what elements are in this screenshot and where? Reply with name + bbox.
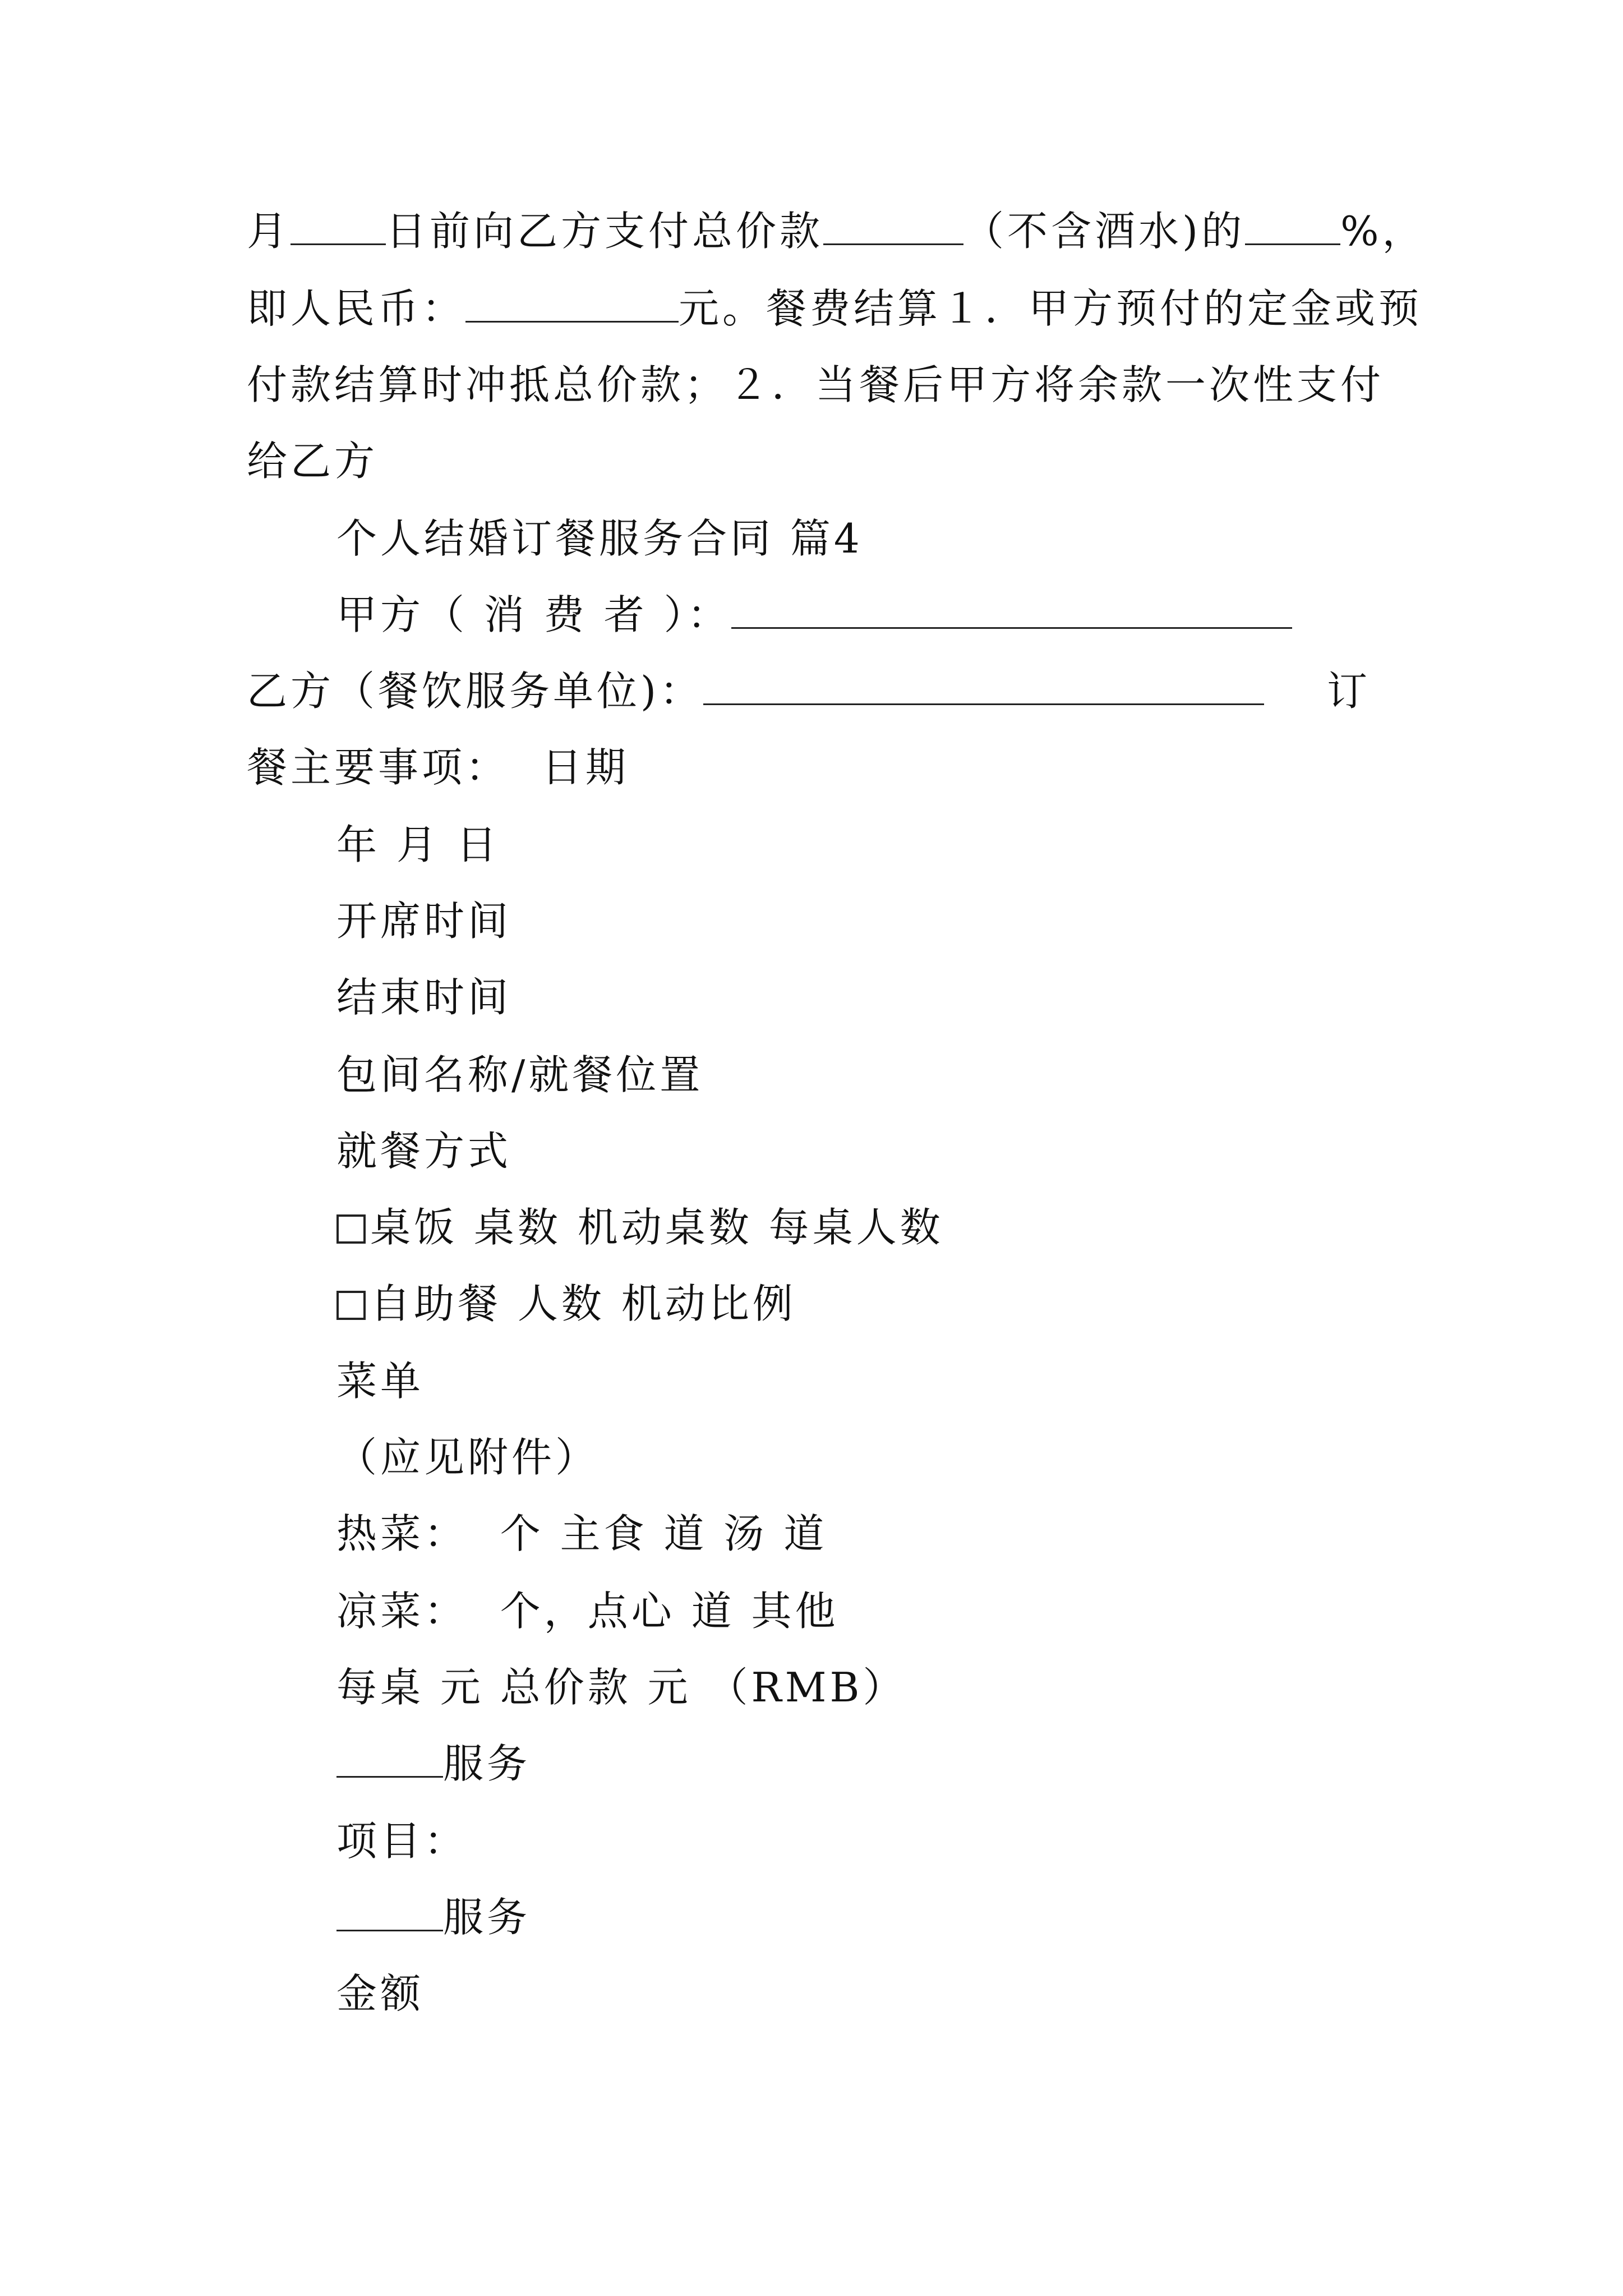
- party-b-line: [247, 663, 1264, 719]
- blank-service-1: [336, 1736, 443, 1778]
- dining-style-line: 就餐方式: [336, 1128, 512, 1175]
- paragraph-line-1: [247, 203, 1426, 259]
- blank-service-2: [336, 1889, 443, 1931]
- room-name-line: 包间名称/就餐位置: [336, 1051, 704, 1098]
- items-line: 项目：: [336, 1818, 468, 1865]
- blank-percent: [1245, 203, 1340, 245]
- cold-dishes-line: 凉菜： 个，点心 道 其他: [336, 1588, 839, 1635]
- party-a-line: [336, 587, 1292, 643]
- end-time-line: 结束时间: [336, 974, 512, 1021]
- party-a-label: 甲方（ 消 费 者 ）：: [336, 591, 731, 638]
- text-settlement-1: 元。餐费结算１．甲方预付的定金或预: [679, 285, 1423, 332]
- order-items-line: 餐主要事项： 日期: [247, 744, 629, 791]
- party-b-label: 乙方（餐饮服务单位)：: [247, 668, 704, 715]
- text-month: 月: [247, 208, 291, 255]
- blank-party-a: [731, 587, 1292, 629]
- amount-line: 金额: [336, 1970, 425, 2017]
- option-buffet-label: 自助餐 人数 机动比例: [370, 1280, 796, 1327]
- hot-dishes-line: 热菜： 个 主食 道 汤 道: [336, 1510, 828, 1557]
- paragraph-line-2: [247, 280, 1422, 337]
- menu-line: 菜单: [336, 1358, 425, 1405]
- text-comma: ，: [1382, 208, 1426, 255]
- option-table-line: [336, 1199, 944, 1255]
- service-line-1: [336, 1736, 531, 1792]
- option-buffet-line: [336, 1276, 796, 1332]
- date-line: 年 月 日: [336, 821, 500, 868]
- service-label-2: 服务: [443, 1894, 531, 1941]
- text-pay-total: 日前向乙方支付总价款: [386, 208, 824, 255]
- blank-party-b: [703, 663, 1264, 705]
- attachment-line: （应见附件）: [336, 1434, 600, 1481]
- paragraph-line-3: 付款结算时冲抵总价款；２．当餐后甲方将余款一次性支付: [247, 361, 1385, 408]
- text-excluding-drinks: （不含酒水)的: [963, 208, 1246, 255]
- option-table-label: 桌饭 桌数 机动桌数 每桌人数: [370, 1204, 944, 1251]
- section-heading: 个人结婚订餐服务合同 篇4: [336, 515, 863, 562]
- per-table-line: 每桌 元 总价款 元 （RMB）: [336, 1664, 907, 1711]
- checkbox-table-meal[interactable]: [336, 1214, 366, 1244]
- blank-total-price: [823, 203, 963, 245]
- service-label-1: 服务: [443, 1740, 531, 1787]
- service-line-2: [336, 1889, 531, 1945]
- text-percent-sign: %: [1340, 208, 1382, 255]
- text-rmb-label: 即人民币：: [247, 285, 466, 332]
- checkbox-buffet[interactable]: [336, 1291, 366, 1320]
- paragraph-line-4: 给乙方: [247, 438, 379, 485]
- blank-day: [291, 203, 386, 245]
- start-time-line: 开席时间: [336, 898, 512, 945]
- party-b-trail: 订: [1327, 668, 1368, 715]
- blank-rmb-amount: [465, 280, 679, 323]
